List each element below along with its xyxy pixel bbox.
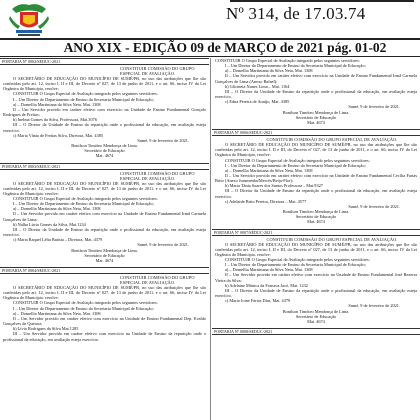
signature-line: Mat. 4674 xyxy=(95,153,114,159)
portaria-paragraph: I – Um Diretor do Departamento de Ensino da Secretaria Municipal de Educação; xyxy=(13,201,154,207)
portaria-paragraph: CONSTITUIR O Grupo Especial de Avaliação integrado pelos seguintes servidores: xyxy=(225,157,370,163)
signature-line: Bonilson Timóteo Mendonça de Lima. xyxy=(282,308,350,314)
portaria-header: PORTARIA Nº 0007/SEDUC-2021 xyxy=(212,229,420,236)
block-spacer xyxy=(0,159,209,161)
right-column xyxy=(212,58,420,420)
portaria-header: PORTARIA Nº 0008/SEDUC-2021 xyxy=(212,328,420,335)
portaria-paragraph: c) Maria Joine Farias Dias, Mat. 4379 xyxy=(225,298,291,304)
portaria-paragraph: III – Um Servidor provido em caráter efetivo com exercício na Unidade de Ensino da repartição onde o profissional da educação, em avaliação esteja exercício. xyxy=(3,331,206,342)
portaria-paragraph: II – Um Servidor provido em caráter efetivo com exercício na Unidade de Ensino Fundamental Gonçalo Rodrigues de Freitas; xyxy=(3,106,206,118)
block-spacer xyxy=(212,324,420,326)
portaria-paragraph: O SECRETÁRIO DE EDUCAÇÃO DO MUNICÍPIO DE SUMÉ/PB, no uso das atribuições que lhe são conferidas pelo art. 12, inciso I, II e III, do Decreto nº 027, de 13 de junho de 2011, e o art. 66, inciso IV da Lei Orgânica do Município, resolve: xyxy=(3,76,206,92)
block-spacer xyxy=(212,225,420,227)
edition-line: ANO XIX - EDIÇÃO 09 de MARÇO de 2021 pág. 01-02 xyxy=(63,40,387,55)
signature-line: Secretário de Educação xyxy=(295,214,337,220)
portaria-paragraph: III – O Diretor da Unidade de Ensino da repartição onde o profissional da educação, em avaliação esteja exercício. xyxy=(215,88,417,100)
portaria-title: CONSTITUIR COMISSÃO DO GRUPO ESPECIAL DE AVALIAÇÃO. xyxy=(120,66,195,76)
signature-line: Mat. 4674 xyxy=(307,119,325,125)
portaria-paragraph: a) – Domellia Martiniana da Silva Neta, Mat. 1308 xyxy=(13,206,101,212)
portaria-paragraph: b) Maria Tânia Soares dos Santos Professora – Mat.9327 xyxy=(225,183,323,189)
portaria-paragraph: I – Um Diretor do Departamento de Ensino da Secretaria Municipal de Educação; xyxy=(225,262,366,268)
column-divider xyxy=(210,58,211,420)
portaria-paragraph: I – Um Diretor do Departamento de Ensino da Secretaria Municipal de Educação; xyxy=(13,96,154,102)
portaria-header: PORTARIA Nº 0003/SEDUC-2021 xyxy=(0,163,209,170)
signature-line: Mat. 4674 xyxy=(307,318,325,324)
portaria-paragraph: III – O Diretor da Unidade de Ensino da repartição onde o profissional da educação, em avaliação esteja exercício. xyxy=(3,226,206,238)
signature-line: Bonilson Timóteo Mendonça de Lima. xyxy=(71,247,138,253)
signature-line: Mat. 4674 xyxy=(95,257,114,263)
portaria-date: Sumé, 9 de fevereiro de 2021. xyxy=(348,104,400,110)
signature-line: Bonilson Timóteo Mendonça de Lima. xyxy=(282,109,350,115)
portaria-paragraph: I – Um Diretor do Departamento de Ensino da Secretaria Municipal de Educação; xyxy=(225,63,366,69)
portaria-paragraph: a) – Domellia Martiniana da Silva Neta, Mat. 1308 xyxy=(225,167,313,173)
portaria-paragraph: CONSTITUIR O Grupo Especial de Avaliação integrado pelos seguintes servidores: xyxy=(13,300,158,306)
portaria-paragraph: b) Nalba Lúcia Gomes da Silva, Mat.1234 xyxy=(13,221,86,227)
portaria-paragraph: a) – Domellia Martiniana da Silva Neta, Mat. 1308 xyxy=(225,68,313,74)
portaria-paragraph: b) Glicineia Nunes Lima – Mat. 1164 xyxy=(225,83,290,89)
edition-rule xyxy=(0,56,420,57)
portaria-block xyxy=(212,328,420,337)
portaria-date: Sumé, 9 de fevereiro de 2021. xyxy=(137,242,189,248)
portaria-paragraph: b) Lívio Rodrigues da Silva Mat.1285 xyxy=(13,326,79,332)
portaria-block xyxy=(0,163,209,266)
portaria-paragraph: a) – Domellia Martiniana da Silva Neta, Mat. 1308 xyxy=(13,101,101,107)
portaria-paragraph: c) Maria Vânia de Freitas Silva, Diretora, Mat. 4385 xyxy=(13,132,104,138)
portaria-paragraph: II – Um Servidor provido em caráter efetivo com exercício na Unidade de Ensino Fundamental Dep. Evaldo Gonçalves de Queiroz; xyxy=(3,315,206,327)
signature-line: Bonilson Timóteo Mendonça de Lima. xyxy=(71,143,138,149)
portaria-header: PORTARIA Nº 0006/SEDUC-2021 xyxy=(212,129,420,136)
portaria-block xyxy=(0,58,209,161)
signature-line: Secretário de Educação xyxy=(295,313,337,319)
block-spacer xyxy=(212,335,420,337)
portaria-paragraph: II – Um Servidor provido em caráter efetivo com exercício na Unidade de Ensino Fundamental Irmã Carmela Gonçalves de Lima; xyxy=(3,211,206,222)
portaria-paragraph: III – O Diretor da Unidade de Ensino da repartição onde o profissional da educação, em avaliação esteja exercício. xyxy=(3,122,206,133)
portaria-paragraph: CONSTITUIR O Grupo Especial de Avaliação integrado pelos seguintes servidores: xyxy=(225,257,370,262)
block-spacer xyxy=(212,125,420,127)
portaria-paragraph: b) Inelma Gomes da Silva, Professora, Mat.3076 xyxy=(13,117,97,123)
portaria-block xyxy=(212,58,420,127)
portaria-paragraph: O SECRETÁRIO DE EDUCAÇÃO DO MUNICÍPIO DE SUMÉ/PB, no uso das atribuições que lhe são conferidas pelo art. 12, inciso I, II e III, do Decreto nº 027, de 13 de junho de 2011, e o art. 66, inciso IV da Lei Orgânica do Município, resolve: xyxy=(215,241,417,257)
portaria-paragraph: c) Adelaide Brito Pereira, Diretora – Mat. 4577 xyxy=(225,198,307,204)
portaria-paragraph: CONSTITUIR O Grupo Especial de Avaliação integrado pelos seguintes servidores: xyxy=(13,195,158,201)
block-spacer xyxy=(0,342,209,344)
portaria-paragraph: O SECRETÁRIO DE EDUCAÇÃO DO MUNICÍPIO DE SUMÉ/PB, no uso das atribuições que lhe são conferidas pelo art. 12, inciso I, II e III, do Decreto nº 027, de 13 de junho de 2011, e o art. 66, inciso IV da Lei Orgânica do Município, resolve: xyxy=(215,142,417,158)
portaria-paragraph: c) Maria Raquel Lélia Batista – Diretora, Mat. 4379 xyxy=(13,237,103,243)
block-spacer xyxy=(0,263,209,265)
left-column xyxy=(0,58,209,420)
portaria-paragraph: c) Edna Pereira de Araújo, Mat. 4385 xyxy=(225,99,290,105)
portaria-paragraph: O SECRETÁRIO DE EDUCAÇÃO DO MUNICÍPIO DE SUMÉ/PB, no uso das atribuições que lhe são conferidas pelo art. 12, inciso I, II e III, do Decreto nº 027, de 13 de junho de 2011, e o art. 66, inciso IV da Lei Orgânica do Município, resolve: xyxy=(3,285,206,301)
signature-line: Mat. 4674 xyxy=(307,219,325,225)
portaria-date: Sumé, 9 de fevereiro de 2021. xyxy=(348,303,400,309)
issue-number: Nº 314, de 17.03.74 xyxy=(226,4,366,23)
portaria-paragraph: I – Um Diretor do Departamento de Ensino da Secretaria Municipal de Educação; xyxy=(13,305,154,311)
portaria-paragraph: II – Um Servidor provido em caráter efetivo com exercício na Unidade de Ensino Fundamental Cecília Farias Brito (Anexo Jurumenha/Mercês/Beija-Flor); xyxy=(215,172,417,184)
portaria-paragraph: a) – Domellia Martiniana da Silva Neta, Mat. 1308 xyxy=(13,310,101,316)
portaria-paragraph: I – Um Diretor do Departamento de Ensino da Secretaria Municipal de Educação; xyxy=(225,162,366,168)
portaria-title: CONSTITUIR COMISSÃO DO GRUPO ESPECIAL DE AVALIAÇÃO. xyxy=(120,170,195,181)
masthead-top-rule xyxy=(230,0,414,2)
portaria-date: Sumé, 9 de fevereiro de 2021. xyxy=(348,203,400,209)
portaria-block xyxy=(0,267,209,344)
portaria-block xyxy=(212,229,420,327)
signature-line: Bonilson Timóteo Mendonça de Lima. xyxy=(282,209,350,215)
portaria-title: CONSTITUIR COMISSÃO DO GRUPO ESPECIAL DE AVALIAÇÃO. xyxy=(266,236,398,242)
portaria-paragraph: CONSTITUIR O Grupo Especial de Avaliação integrado pelos seguintes servidores: xyxy=(215,58,360,63)
portaria-block xyxy=(212,129,420,227)
portaria-paragraph: O SECRETÁRIO DE EDUCAÇÃO DO MUNICÍPIO DE SUMÉ/PB, no uso das atribuições que lhe são conferidas pelo art. 12, inciso I, II e III, do Decreto nº 027, de 13 de junho de 2011, e o art. 66, inciso IV da Lei Orgânica do Município, resolve: xyxy=(3,180,206,196)
signature-line: Secretário de Educação xyxy=(84,252,125,258)
portaria-paragraph: a) – Domellia Martiniana da Silva Neta, Mat. 1308 xyxy=(225,267,313,273)
portaria-paragraph: II – Um Servidor provido em caráter efetivo com exercício na Unidade de Ensino Fundamental Irmã Carmela Gonçalves de Lima (Anexo Rafael); xyxy=(215,73,417,84)
portaria-header: PORTARIA Nº 0002/SEDUC-2021 xyxy=(0,58,209,65)
portaria-paragraph: CONSTITUIR O Grupo Especial de Avaliação integrado pelos seguintes servidores: xyxy=(13,91,158,97)
portaria-title: CONSTITUIR COMISSÃO DO GRUPO ESPECIAL DE AVALIAÇÃO. xyxy=(266,137,398,143)
portaria-header: PORTARIA Nº 0004/SEDUC-2021 xyxy=(0,267,209,274)
portaria-date: Sumé, 9 de fevereiro de 2021. xyxy=(137,137,189,143)
portaria-paragraph: II – Um Servidor provido em caráter efetivo com exercício na Unidade de Ensino Fundamental José Bezerra Vieira da Silva; xyxy=(215,272,417,283)
portaria-title: CONSTITUIR COMISSÃO DO GRUPO ESPECIAL DE AVALIAÇÃO. xyxy=(120,275,195,285)
portaria-paragraph: III – O Diretor da Unidade de Ensino da repartição onde o profissional da educação, em avaliação esteja exercício. xyxy=(215,188,417,199)
signature-line: Secretário de Educação xyxy=(84,148,125,154)
municipal-coat-of-arms-icon xyxy=(6,0,52,38)
signature-line: Secretário de Educação xyxy=(295,114,337,120)
masthead xyxy=(0,0,420,40)
portaria-paragraph: III – O Diretor da Unidade de Ensino da repartição onde o profissional da educação, em avaliação esteja exercício. xyxy=(215,287,417,299)
portaria-paragraph: b) Adelaine Mônica da Fonseca Jacó, Mat. 1232 xyxy=(225,282,308,288)
